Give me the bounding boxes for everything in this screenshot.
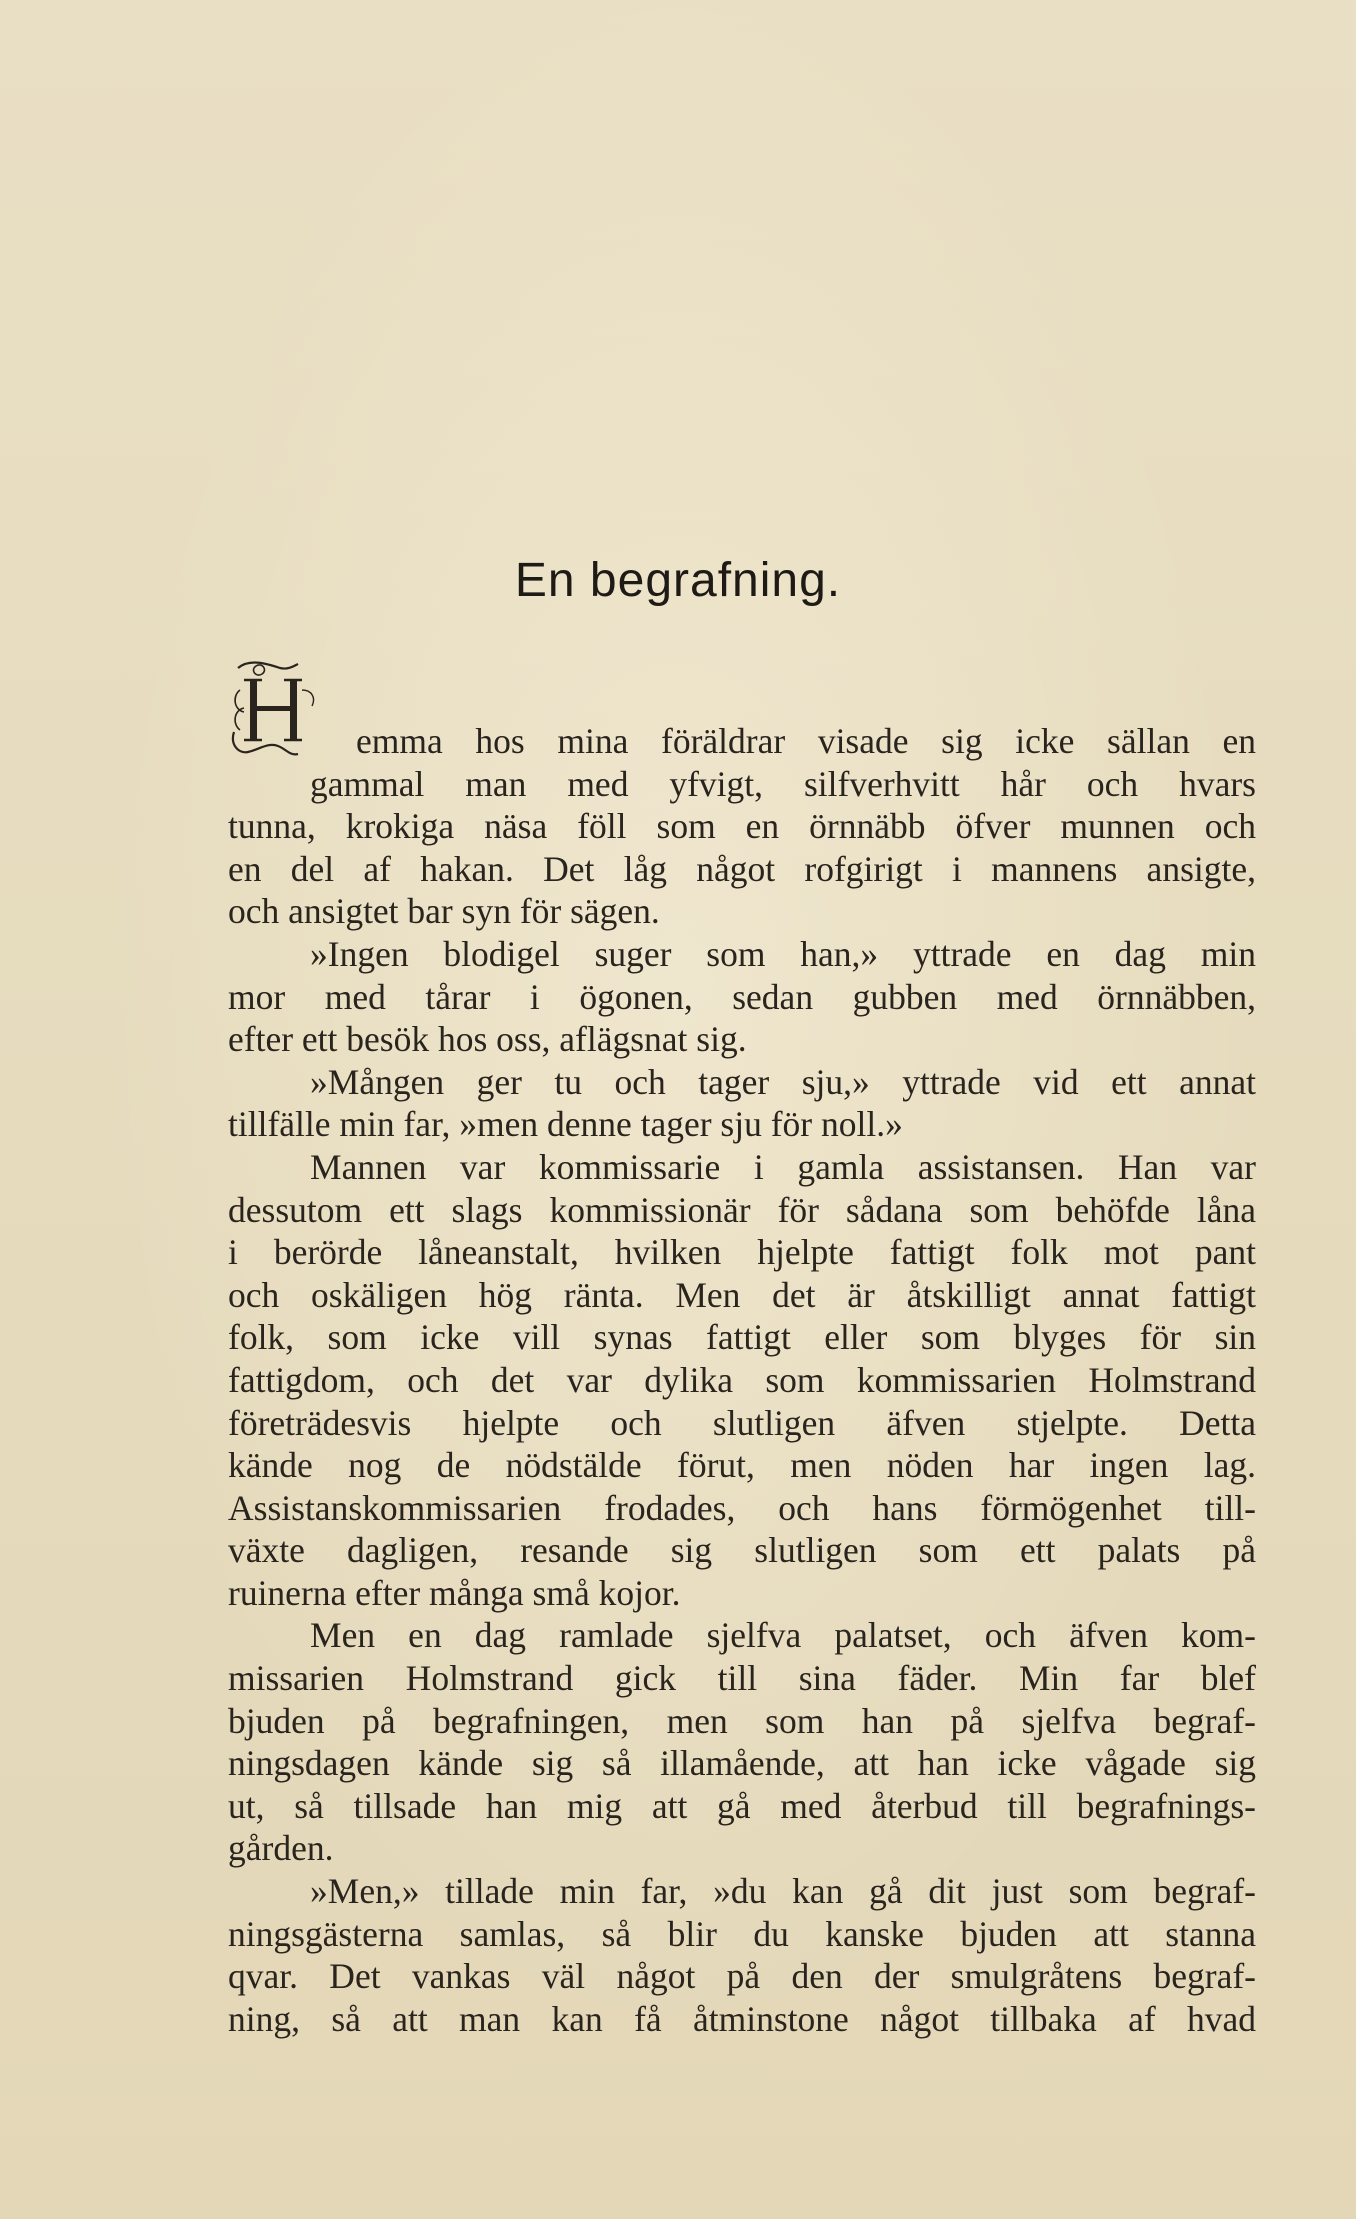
text-line: ruinerna efter många små kojor. bbox=[228, 1572, 681, 1613]
text-line: emma hos mina föräldrar visade sig icke sällan en bbox=[356, 721, 1256, 761]
text-line: »Mången ger tu och tager sju,» yttrade vid ett annat bbox=[310, 1061, 1256, 1102]
text-line: ningsdagen kände sig så illamående, att han icke vågade sig bbox=[228, 1743, 1256, 1784]
text-line: folk, som icke vill synas fattigt eller som blyges för sin bbox=[228, 1317, 1256, 1358]
text-line: kände nog de nödstälde förut, men nöden har ingen lag. bbox=[228, 1445, 1256, 1486]
bleed-through-text bbox=[220, 150, 1240, 620]
text-line: missarien Holmstrand gick till sina fäder. Min far blef bbox=[228, 1658, 1256, 1699]
text-line: tillfälle min far, »men denne tager sju för noll.» bbox=[228, 1104, 903, 1145]
text-line: ut, så tillsade han mig att gå med återbud till begrafnings- bbox=[228, 1785, 1256, 1826]
text-line: i berörde låneanstalt, hvilken hjelpte fattigt folk mot pant bbox=[228, 1232, 1256, 1273]
text-line: mor med tårar i ögonen, sedan gubben med örnnäbben, bbox=[228, 976, 1256, 1017]
text-line: »Men,» tillade min far, »du kan gå dit just som begraf- bbox=[310, 1871, 1256, 1912]
body-text bbox=[228, 720, 1256, 2040]
text-line: företrädesvis hjelpte och slutligen äfven stjelpte. Detta bbox=[228, 1402, 1256, 1443]
text-line: ningsgästerna samlas, så blir du kanske bjuden att stanna bbox=[228, 1913, 1256, 1954]
text-line: Men en dag ramlade sjelfva palatset, och äfven kom- bbox=[310, 1615, 1256, 1656]
text-line: gammal man med yfvigt, silfverhvitt hår och hvars bbox=[310, 763, 1256, 804]
text-line: efter ett besök hos oss, aflägsnat sig. bbox=[228, 1019, 747, 1060]
text-line: bjuden på begrafningen, men som han på sjelfva begraf- bbox=[228, 1700, 1256, 1741]
text-line: en del af hakan. Det låg något rofgirigt i mannens ansigte, bbox=[228, 848, 1256, 889]
text-line: Mannen var kommissarie i gamla assistansen. Han var bbox=[310, 1146, 1256, 1187]
text-line: och oskäligen hög ränta. Men det är åtskilligt annat fattigt bbox=[228, 1274, 1256, 1315]
text-line: »Ingen blodigel suger som han,» yttrade en dag min bbox=[310, 933, 1256, 974]
text-line: Assistanskommissarien frodades, och hans förmögenhet till- bbox=[228, 1487, 1256, 1528]
text-line: gården. bbox=[228, 1828, 334, 1869]
text-line: växte dagligen, resande sig slutligen som ett palats på bbox=[228, 1530, 1256, 1571]
text-line: och ansigtet bar syn för sägen. bbox=[228, 891, 660, 932]
text-line: ning, så att man kan få åtminstone något tillbaka af hvad bbox=[228, 1998, 1256, 2039]
text-line: tunna, krokiga näsa föll som en örnnäbb öfver munnen och bbox=[228, 806, 1256, 847]
chapter-title: En begrafning. bbox=[514, 554, 842, 607]
text-line: qvar. Det vankas väl något på den der smulgråtens begraf- bbox=[228, 1956, 1256, 1997]
text-line: dessutom ett slags kommissionär för sådana som behöfde låna bbox=[228, 1189, 1256, 1230]
text-line: fattigdom, och det var dylika som kommissarien Holmstrand bbox=[228, 1359, 1256, 1400]
